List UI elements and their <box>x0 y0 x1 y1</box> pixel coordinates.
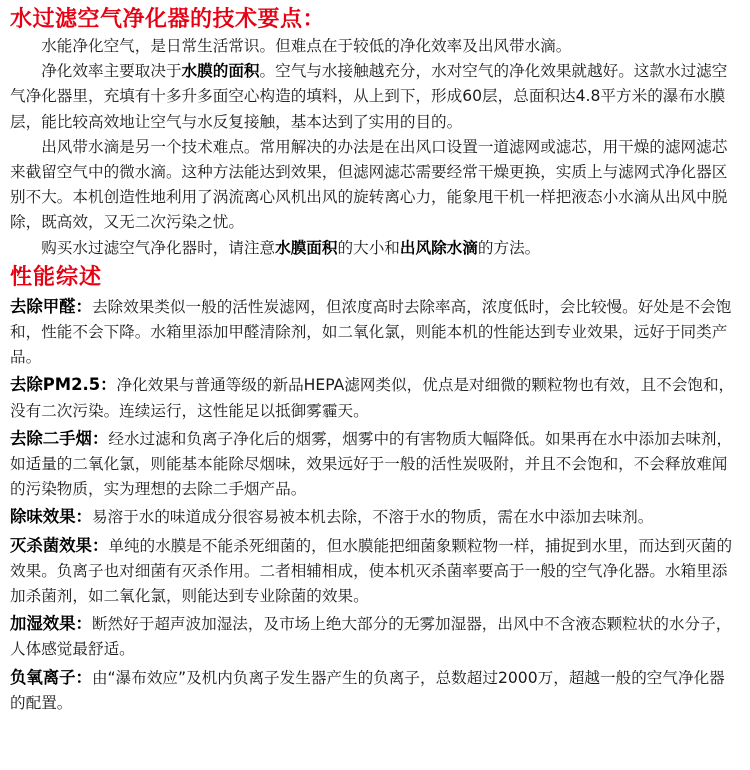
paragraph-intro: 水能净化空气，是日常生活常识。但难点在于较低的净化效率及出风带水滴。 <box>41 37 572 55</box>
buying-tip-mid: 的大小和 <box>337 238 400 257</box>
feature-text: 易溶于水的味道成分很容易被本机去除，不溶于水的物质，需在水中添加去味剂。 <box>91 508 654 527</box>
feature-label: 加湿效果： <box>10 614 92 634</box>
highlight-water-film-area-2: 水膜面积 <box>275 238 338 257</box>
feature-odor-removal <box>10 504 740 530</box>
feature-text: 净化效果与普通等级的新品HEPA滤网类似，优点是对细微的颗粒物也有效，且不会饱和，没有二次污染。连续运行，这性能足以抵御雾霾天。 <box>10 376 735 420</box>
highlight-droplet-removal: 出风除水滴 <box>399 238 478 257</box>
feature-humidification <box>10 611 740 662</box>
feature-secondhand-smoke <box>10 426 740 503</box>
feature-text: 断然好于超声波加湿法，及市场上绝大部分的无雾加湿器，出风中不含液态颗粒状的水分子，人体感觉最舒适。 <box>10 615 732 659</box>
feature-text: 去除效果类似一般的活性炭滤网，但浓度高时去除率高，浓度低时，会比较慢。好处是不会饱和，性能不会下降。水箱里添加甲醛清除剂，如二氧化氯，则能本机的性能达到专业效果，远好于同类产品。 <box>10 297 732 367</box>
feature-sterilization <box>10 533 740 610</box>
feature-text: 单纯的水膜是不能杀死细菌的，但水膜能把细菌象颗粒物一样，捕捉到水里，而达到灭菌的效果。负离子也对细菌有灭杀作用。二者相辅相成，使本机灭杀菌率要高于一般的空气净化器。水箱里添加杀菌剂，如二氧化氯，则能达到专业除菌的效果。 <box>10 536 733 606</box>
paragraph-buying-tip <box>10 236 740 261</box>
feature-label: 除味效果： <box>10 507 92 527</box>
section-title-performance: 性能综述 <box>10 263 103 290</box>
feature-text: 经水过滤和负离子净化后的烟雾，烟雾中的有害物质大幅降低。如果再在水中添加去味剂，如适量的二氧化氯，则能基本能除尽烟味，效果远好于一般的活性炭吸附，并且不会饱和，不会释放难闻的污染物质，实为理想的去除二手烟产品。 <box>10 429 733 499</box>
feature-formaldehyde <box>10 294 740 371</box>
feature-text: 由“瀑布效应”及机内负离子发生器产生的负离子，总数超过2000万，超越一般的空气净化器的配置。 <box>10 668 725 712</box>
section-title-technical-points: 水过滤空气净化器的技术要点： <box>10 6 326 32</box>
feature-label: 去除甲醛： <box>10 296 92 316</box>
feature-label: 去除PM2.5： <box>10 375 117 395</box>
buying-tip-pre: 购买水过滤空气净化器时，请注意 <box>41 238 276 257</box>
feature-label: 灭杀菌效果： <box>10 535 109 555</box>
paragraph-efficiency-post: 。空气与水接触越充分，水对空气的净化效果就越好。这款水过滤空气净化器里，充填有十多升多面空心构造的填料，从上到下，形成60层，总面积达4.8平方米的瀑布水膜层，能比较高效地让空气与水反复接触，基本达到了实用的目的。 <box>10 62 728 131</box>
paragraph-efficiency <box>10 59 740 135</box>
paragraph-efficiency-pre: 净化效率主要取决于 <box>41 62 182 81</box>
buying-tip-post: 的方法。 <box>477 238 541 257</box>
feature-label: 负氧离子： <box>10 667 92 687</box>
feature-pm25 <box>10 372 740 423</box>
feature-negative-ions <box>10 665 740 716</box>
paragraph-water-droplets: 出风带水滴是另一个技术难点。常用解决的办法是在出风口设置一道滤网或滤芯，用干燥的滤网滤芯来截留空气中的微水滴。这种方法能达到效果，但滤网滤芯需要经常干燥更换，实质上与滤网式净化器区别不大。本机创造性地利用了涡流离心风机出风的旋转离心力，能象甩干机一样把液态小水滴从出风中脱除，既高效，又无二次污染之忧。 <box>10 137 728 232</box>
highlight-water-film-area: 水膜的面积 <box>181 62 260 81</box>
feature-label: 去除二手烟： <box>10 428 109 448</box>
